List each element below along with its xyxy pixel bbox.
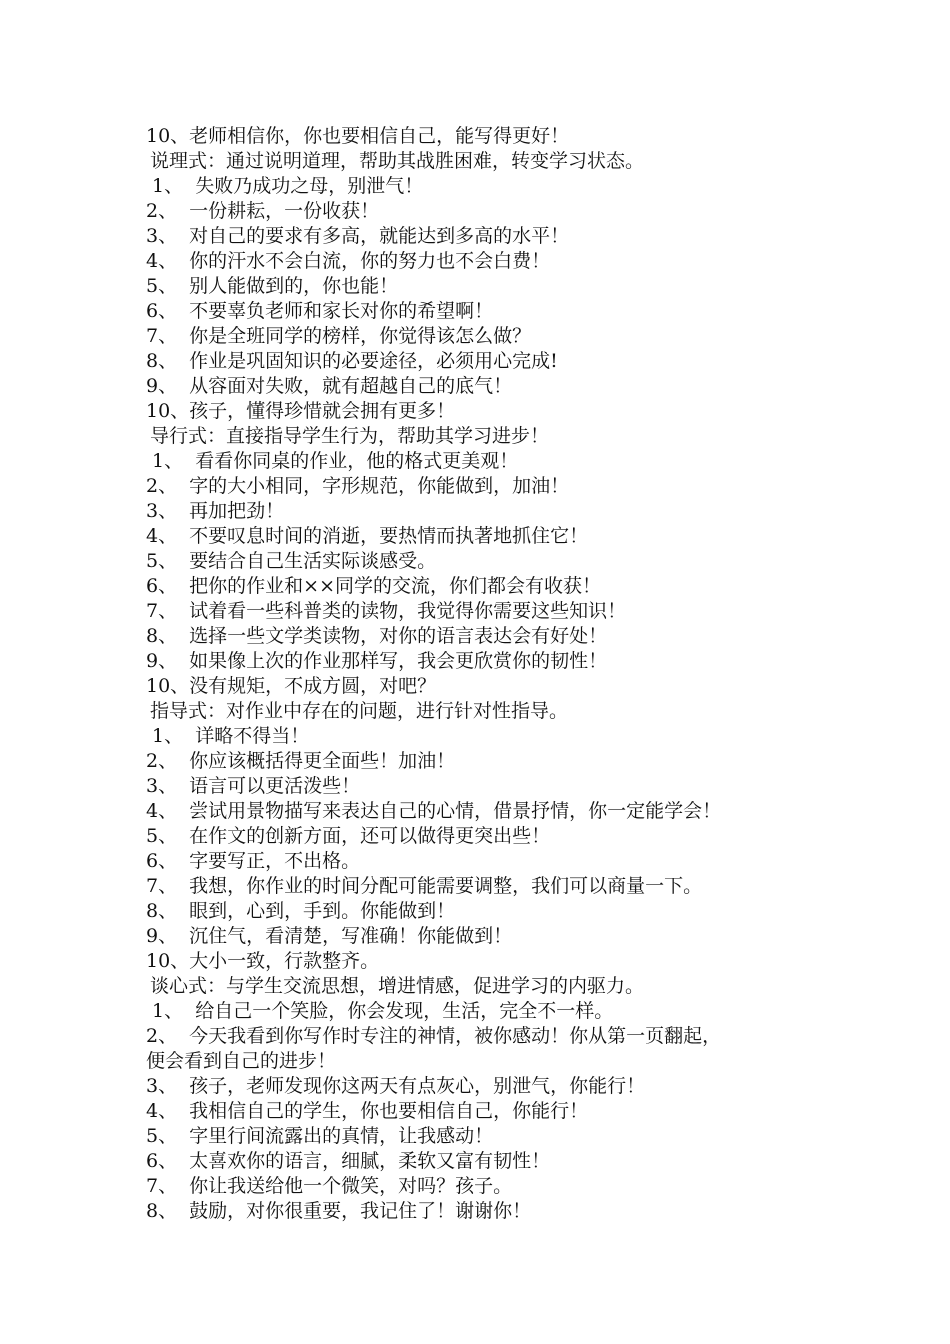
list-item: 1、 给自己一个笑脸，你会发现，生活，完全不一样。 (146, 1000, 614, 1022)
document-page (146, 124, 826, 1224)
list-item: 6、 把你的作业和××同学的交流，你们都会有收获！ (146, 575, 602, 597)
list-item: 5、 别人能做到的，你也能！ (146, 275, 399, 297)
list-item: 1、 详略不得当！ (146, 725, 310, 747)
list-item: 7、 试着看一些科普类的读物，我觉得你需要这些知识！ (146, 600, 627, 622)
list-item: 3、 孩子，老师发现你这两天有点灰心，别泄气，你能行！ (146, 1075, 646, 1097)
list-item: 3、 再加把劲！ (146, 500, 285, 522)
list-item: 便会看到自己的进步！ (146, 1050, 337, 1072)
list-item: 9、 从容面对失败，就有超越自己的底气！ (146, 375, 513, 397)
list-item: 8、 眼到，心到，手到。你能做到！ (146, 900, 456, 922)
list-item: 6、 太喜欢你的语言，细腻，柔软又富有韧性！ (146, 1150, 551, 1172)
list-item: 2、 今天我看到你写作时专注的神情，被你感动！你从第一页翻起， (146, 1025, 722, 1047)
section-heading: 谈心式：与学生交流思想，增进情感，促进学习的内驱力。 (150, 975, 645, 997)
list-item: 10、老师相信你，你也要相信自己，能写得更好！ (146, 125, 570, 147)
list-item: 2、 一份耕耘，一份收获！ (146, 200, 380, 222)
list-item: 4、 不要叹息时间的消逝，要热情而执著地抓住它！ (146, 525, 589, 547)
list-item: 5、 在作文的创新方面，还可以做得更突出些！ (146, 825, 551, 847)
list-item: 7、 你让我送给他一个微笑，对吗？孩子。 (146, 1175, 513, 1197)
section-heading: 说理式：通过说明道理，帮助其战胜困难，转变学习状态。 (150, 150, 645, 172)
list-item: 6、 不要辜负老师和家长对你的希望啊！ (146, 300, 494, 322)
list-item: 2、 你应该概括得更全面些！加油！ (146, 750, 456, 772)
list-item: 7、 你是全班同学的榜样，你觉得该怎么做？ (146, 325, 532, 347)
list-item: 8、 作业是巩固知识的必要途径，必须用心完成! (146, 350, 558, 372)
list-item: 5、 要结合自己生活实际谈感受。 (146, 550, 437, 572)
section-heading: 导行式：直接指导学生行为，帮助其学习进步！ (150, 425, 550, 447)
list-item: 9、 如果像上次的作业那样写，我会更欣赏你的韧性！ (146, 650, 608, 672)
list-item: 10、大小一致，行款整齐。 (146, 950, 380, 972)
list-item: 1、 失败乃成功之母，别泄气！ (146, 175, 424, 197)
list-item: 2、 字的大小相同，字形规范，你能做到，加油！ (146, 475, 570, 497)
list-item: 9、 沉住气，看清楚，写准确！你能做到！ (146, 925, 513, 947)
list-item: 3、 对自己的要求有多高，就能达到多高的水平！ (146, 225, 570, 247)
list-item: 10、孩子，懂得珍惜就会拥有更多！ (146, 400, 456, 422)
section-heading: 指导式：对作业中存在的问题，进行针对性指导。 (150, 700, 569, 722)
list-item: 4、 尝试用景物描写来表达自己的心情，借景抒情，你一定能学会！ (146, 800, 722, 822)
list-item: 6、 字要写正，不出格。 (146, 850, 361, 872)
list-item: 5、 字里行间流露出的真情，让我感动！ (146, 1125, 494, 1147)
list-item: 3、 语言可以更活泼些！ (146, 775, 361, 797)
list-item: 4、 我相信自己的学生，你也要相信自己，你能行！ (146, 1100, 589, 1122)
list-item: 8、 选择一些文学类读物，对你的语言表达会有好处！ (146, 625, 608, 647)
list-item: 1、 看看你同桌的作业，他的格式更美观！ (146, 450, 519, 472)
list-item: 8、 鼓励，对你很重要，我记住了！谢谢你！ (146, 1200, 532, 1222)
list-item: 7、 我想，你作业的时间分配可能需要调整，我们可以商量一下。 (146, 875, 703, 897)
list-item: 4、 你的汗水不会白流，你的努力也不会白费！ (146, 250, 551, 272)
list-item: 10、没有规矩，不成方圆，对吧？ (146, 675, 437, 697)
